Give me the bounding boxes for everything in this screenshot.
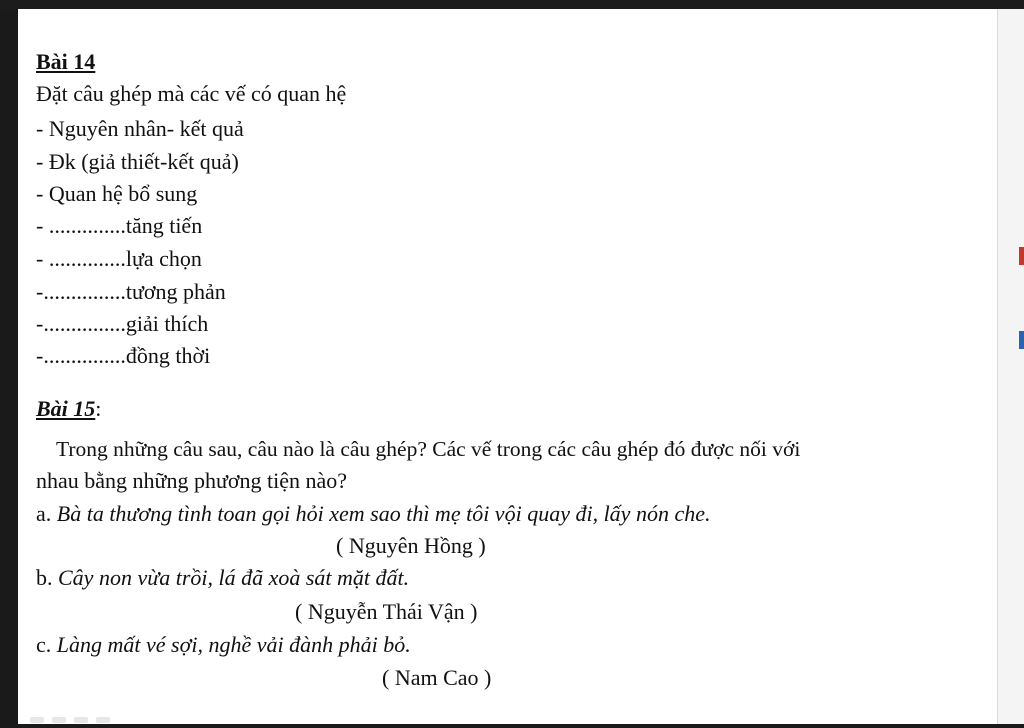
bai15-author-c: ( Nam Cao ) bbox=[382, 665, 492, 690]
blue-marker bbox=[1019, 331, 1024, 349]
faded-toolbar bbox=[30, 710, 170, 718]
blank-dots: ............... bbox=[43, 279, 126, 304]
bai15-sentence-b bbox=[36, 565, 409, 591]
blank-prefix: - bbox=[36, 246, 49, 271]
bai14-blank-item-1 bbox=[36, 213, 202, 239]
blank-label: giải thích bbox=[125, 311, 209, 336]
toolbar-icon bbox=[96, 717, 110, 723]
blank-prefix: - bbox=[36, 311, 44, 336]
bai15-title-line bbox=[36, 396, 101, 422]
toolbar-icon bbox=[52, 717, 66, 723]
bai14-blank-item-5 bbox=[36, 343, 210, 369]
blank-label: đồng thời bbox=[125, 343, 211, 368]
bai14-item-1: - Nguyên nhân- kết quả bbox=[36, 116, 244, 141]
sentence-text: Làng mất vé sợi, nghề vải đành phải bỏ. bbox=[56, 632, 411, 657]
bai15-title-suffix: : bbox=[95, 396, 102, 421]
bai14-prompt: Đặt câu ghép mà các vế có quan hệ bbox=[36, 81, 347, 106]
blank-label: lựa chọn bbox=[125, 246, 202, 271]
blank-dots: ............... bbox=[43, 311, 126, 336]
blank-prefix: - bbox=[36, 343, 44, 368]
sentence-marker: c. bbox=[36, 632, 57, 657]
bai15-title: Bài 15 bbox=[36, 396, 96, 421]
bai15-author-a: ( Nguyên Hồng ) bbox=[336, 533, 486, 558]
blank-dots: .............. bbox=[48, 213, 126, 238]
right-scroll-gutter[interactable] bbox=[997, 9, 1024, 724]
blank-label: tương phản bbox=[125, 279, 226, 304]
bai14-item-2: - Đk (giả thiết-kết quả) bbox=[36, 149, 239, 174]
blank-prefix: - bbox=[36, 213, 49, 238]
blank-prefix: - bbox=[36, 279, 44, 304]
document-page bbox=[18, 9, 997, 724]
blank-label: tăng tiến bbox=[125, 213, 203, 238]
top-bar bbox=[0, 0, 1024, 9]
bai14-blank-item-3 bbox=[36, 279, 226, 305]
bai15-author-b: ( Nguyễn Thái Vận ) bbox=[295, 599, 478, 624]
sentence-marker: b. bbox=[36, 565, 58, 590]
sentence-text: Bà ta thương tình toan gọi hỏi xem sao thì mẹ tôi vội quay đi, lấy nón che. bbox=[56, 501, 711, 526]
bai14-title: Bài 14 bbox=[36, 49, 96, 74]
bai15-sentence-a bbox=[36, 501, 710, 527]
toolbar-icon bbox=[30, 717, 44, 723]
bai15-sentence-c bbox=[36, 632, 411, 658]
bai15-question-line-2: nhau bằng những phương tiện nào? bbox=[36, 468, 348, 493]
sentence-marker: a. bbox=[36, 501, 57, 526]
blank-dots: ............... bbox=[43, 343, 126, 368]
red-marker bbox=[1019, 247, 1024, 265]
bai14-blank-item-2 bbox=[36, 246, 202, 272]
bai14-item-3: - Quan hệ bổ sung bbox=[36, 181, 198, 206]
bai14-blank-item-4 bbox=[36, 311, 208, 337]
bai15-question-line-1: Trong những câu sau, câu nào là câu ghép? Các vế trong các câu ghép đó được nối với bbox=[56, 437, 801, 461]
sentence-text: Cây non vừa trồi, lá đã xoà sát mặt đất. bbox=[58, 565, 410, 590]
blank-dots: .............. bbox=[48, 246, 126, 271]
toolbar-icon bbox=[74, 717, 88, 723]
